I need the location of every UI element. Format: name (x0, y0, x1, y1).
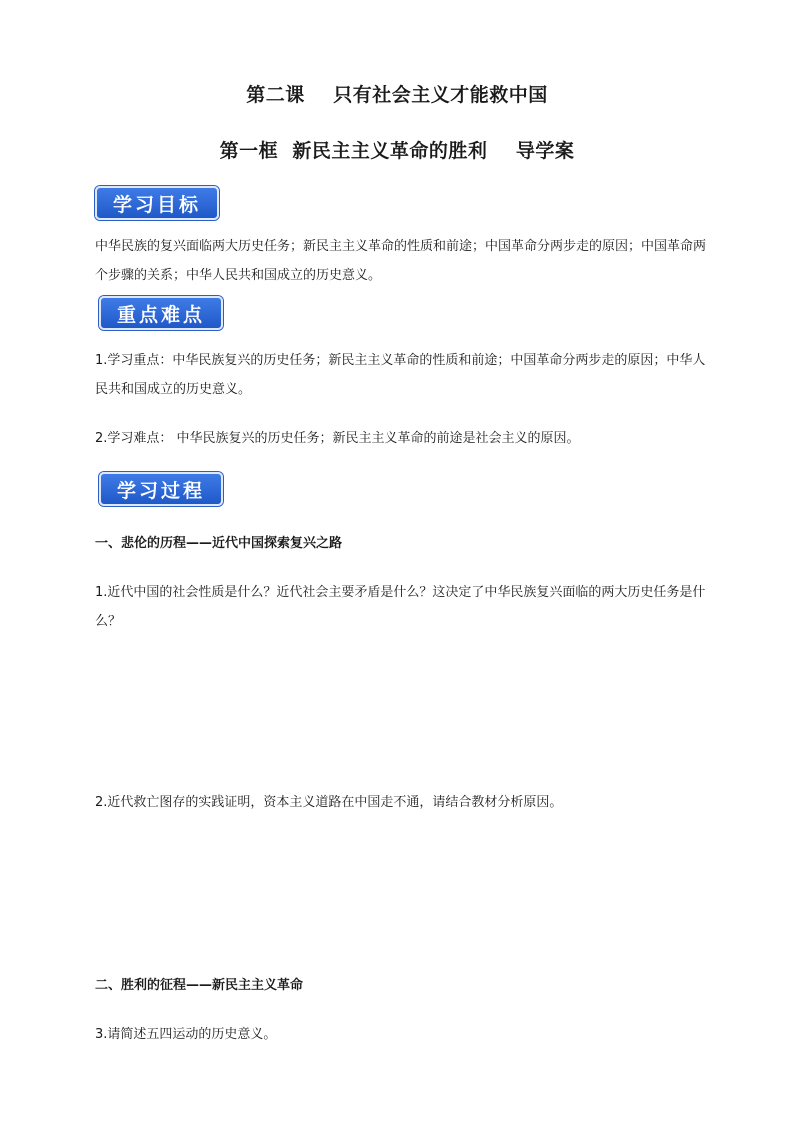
keypoints-badge: 重点难点 (99, 296, 223, 330)
question-2: 2.近代救亡图存的实践证明，资本主义道路在中国走不通，请结合教材分析原因。 (95, 795, 563, 810)
lesson-title: 第二课 只有社会主义才能救中国 (246, 84, 548, 106)
part2-heading: 二、胜利的征程——新民主主义革命 (95, 978, 304, 993)
process-badge: 学习过程 (99, 472, 223, 506)
keypoints-item-2: 2.学习难点： 中华民族复兴的历史任务；新民主主义革命的前途是社会主义的原因。 (95, 431, 580, 446)
keypoints-item-1: 1.学习重点：中华民族复兴的历史任务；新民主主义革命的性质和前途；中国革命分两步走的原因；中华人民共和国成立的历史意义。 (95, 353, 706, 397)
objectives-text: 中华民族的复兴面临两大历史任务；新民主主义革命的性质和前途；中国革命分两步走的原因；中国革命两个步骤的关系；中华人民共和国成立的历史意义。 (95, 239, 707, 283)
lesson-subtitle: 第一框 新民主主义革命的胜利 导学案 (219, 140, 575, 162)
question-1: 1.近代中国的社会性质是什么？近代社会主要矛盾是什么？这决定了中华民族复兴面临的两大历史任务是什么？ (95, 585, 706, 629)
question-3: 3.请简述五四运动的历史意义。 (95, 1027, 277, 1042)
part1-heading: 一、悲伦的历程——近代中国探索复兴之路 (95, 536, 343, 551)
objectives-badge: 学习目标 (95, 186, 219, 220)
